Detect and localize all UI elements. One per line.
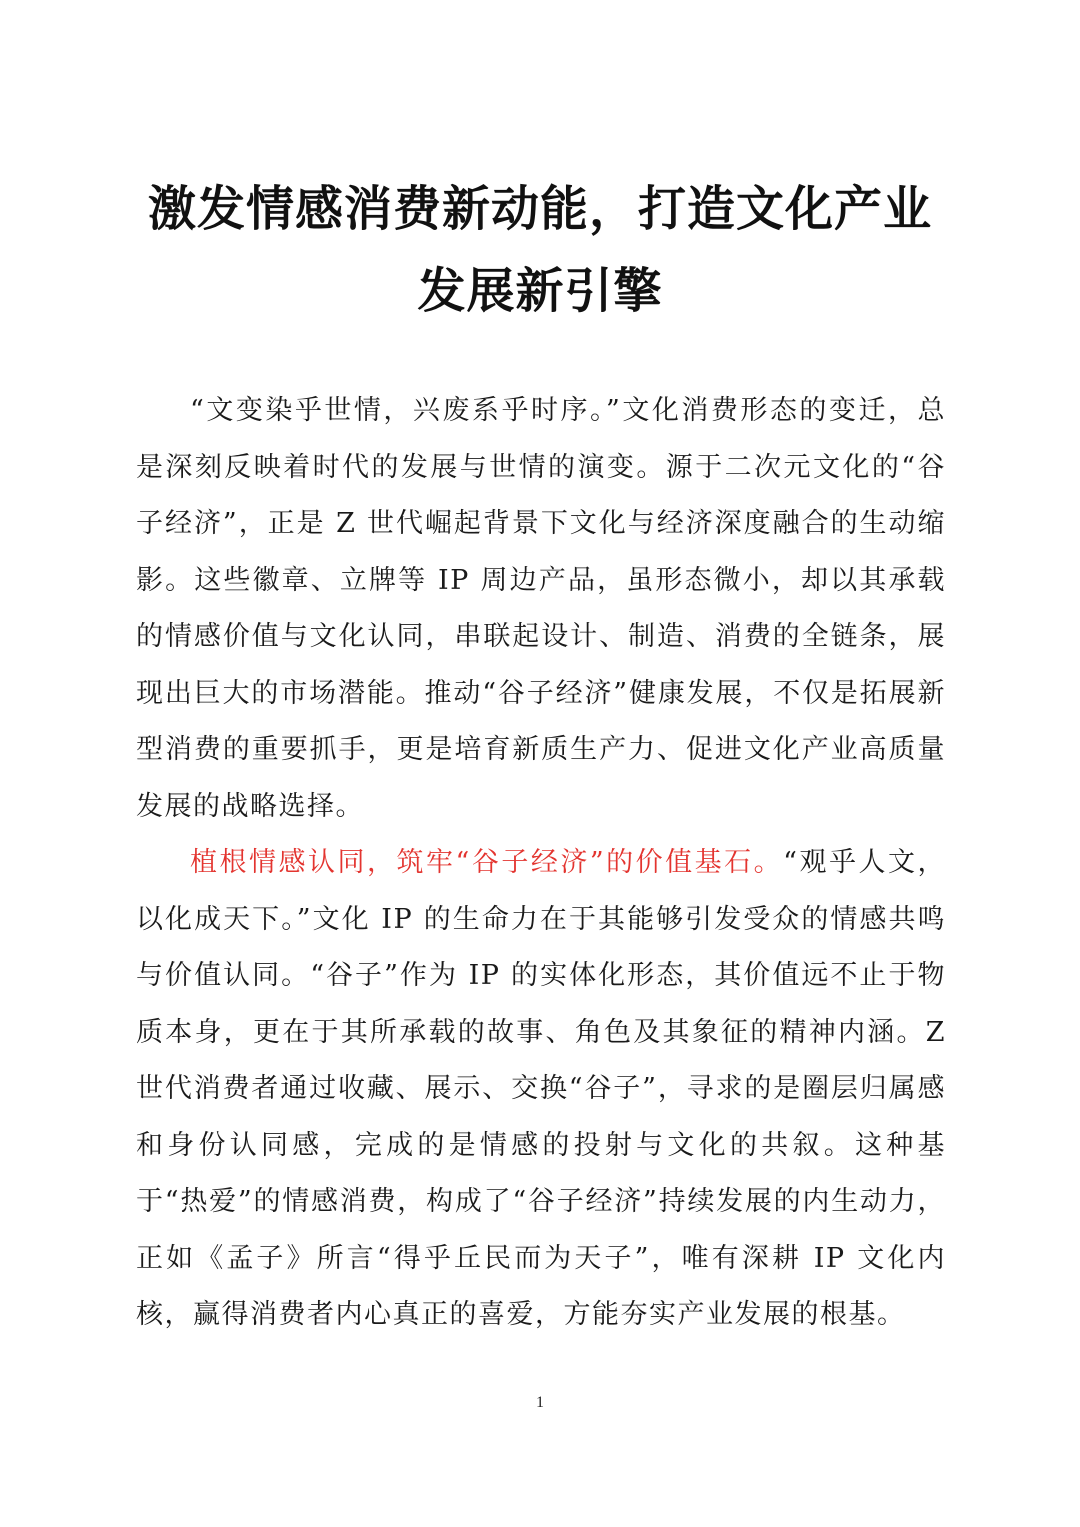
document-title-line-2: 发展新引擎	[417, 263, 663, 319]
page-number: 1	[536, 1394, 544, 1411]
section-heading-highlight: 植根情感认同，筑牢“谷子经济”的价值基石。	[190, 847, 784, 878]
document-title-line-1: 激发情感消费新动能，打造文化产业	[147, 181, 932, 237]
paragraph-value-foundation	[136, 835, 946, 1344]
paragraph-value-foundation-body: “观乎人文，以化成天下。”文化 IP 的生命力在于其能够引发受众的情感共鸣与价值认同。“谷子”作为 IP 的实体化形态，其价值远不止于物质本身，更在于其所承载的故事、角色及其象征的精神内涵。Z 世代消费者通过收藏、展示、交换“谷子”，寻求的是圈层归属感和身份认同感，完成的是情感的投射与文化的共叙。这种基于“热爱”的情感消费，构成了“谷子经济”持续发展的内生动力，正如《孟子》所言“得乎丘民而为天子”，唯有深耕 IP 文化内核，赢得消费者内心真正的喜爱，方能夯实产业发展的根基。	[136, 847, 946, 1330]
paragraph-intro: “文变染乎世情，兴废系乎时序。”文化消费形态的变迁，总是深刻反映着时代的发展与世情的演变。源于二次元文化的“谷子经济”，正是 Z 世代崛起背景下文化与经济深度融合的生动缩影。这些徽章、立牌等 IP 周边产品，虽形态微小，却以其承载的情感价值与文化认同，串联起设计、制造、消费的全链条，展现出巨大的市场潜能。推动“谷子经济”健康发展，不仅是拓展新型消费的重要抓手，更是培育新质生产力、促进文化产业高质量发展的战略选择。	[136, 395, 946, 822]
